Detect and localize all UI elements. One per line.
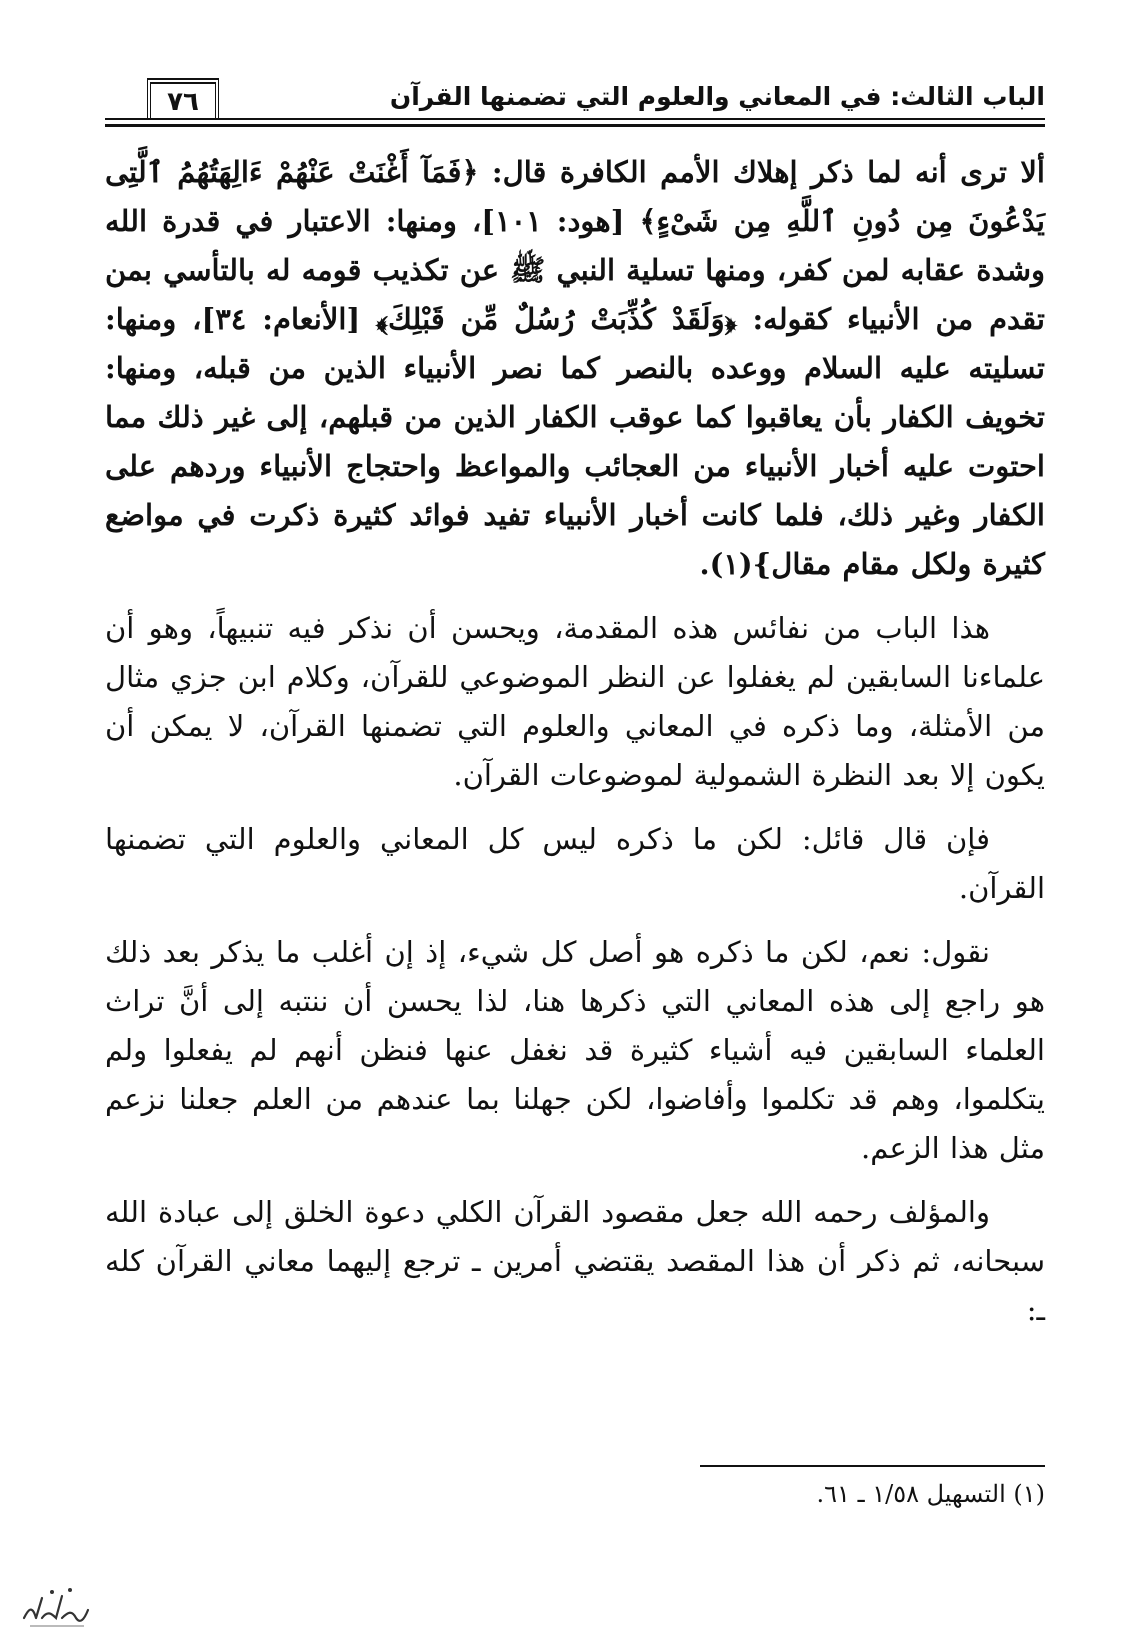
header-rule-bottom <box>105 124 1045 127</box>
page-number: ٧٦ <box>147 78 219 118</box>
body-paragraph-2: فإن قال قائل: لكن ما ذكره ليس كل المعاني والعلوم التي تضمنها القرآن. <box>105 822 1045 905</box>
page-header <box>105 78 1045 138</box>
footnote: (١) التسهيل ١/٥٨ ـ ٦١. <box>816 1480 1045 1508</box>
body-paragraph-3: نقول: نعم، لكن ما ذكره هو أصل كل شيء، إذ إن أغلب ما يذكر بعد ذلك هو راجع إلى هذه المعاني التي ذكرها هنا، لذا يحسن أن ننتبه إلى أنَّ تراث العلماء السابقين فيه أشياء كثيرة قد نغفل عنها فنظن أنهم لم يفعلوا ولم يتكلموا، وهم قد تكلموا وأفاضوا، لكن جهلنا بما عندهم من العلم جعلنا نزعم مثل هذا الزعم. <box>105 935 1045 1165</box>
page-body <box>105 148 1045 1335</box>
quoted-paragraph: ألا ترى أنه لما ذكر إهلاك الأمم الكافرة قال: ﴿فَمَآ أَغْنَتْ عَنْهُمْ ءَالِهَتُهُمُ ٱلَّتِى يَدْعُونَ مِن دُونِ ٱللَّهِ مِن شَىْءٍ﴾ [هود: ١٠١]، ومنها: الاعتبار في قدرة الله وشدة عقابه لمن كفر، ومنها تسلية النبي ﷺ عن تكذيب قومه له بالتأسي بمن تقدم من الأنبياء كقوله: ﴿وَلَقَدْ كُذِّبَتْ رُسُلٌ مِّن قَبْلِكَ﴾ [الأنعام: ٣٤]، ومنها: تسليته عليه السلام ووعده بالنصر كما نصر الأنبياء الذين من قبله، ومنها: تخويف الكفار بأن يعاقبوا كما عوقب الكفار الذين من قبلهم، إلى غير ذلك مما احتوت عليه أخبار الأنبياء من العجائب والمواعظ واحتجاج الأنبياء وردهم على الكفار وغير ذلك، فلما كانت أخبار الأنبياء تفيد فوائد كثيرة ذكرت في مواضع كثيرة ولكل مقام مقال}(١). <box>105 155 1045 581</box>
footnote-separator <box>700 1465 1045 1467</box>
body-paragraph-4: والمؤلف رحمه الله جعل مقصود القرآن الكلي دعوة الخلق إلى عبادة الله سبحانه، ثم ذكر أن هذا المقصد يقتضي أمرين ـ ترجع إليهما معاني القرآن كله ـ: <box>105 1195 1045 1327</box>
watermark-logo <box>18 1580 96 1630</box>
header-rule-top <box>105 118 1045 120</box>
body-paragraph-1: هذا الباب من نفائس هذه المقدمة، ويحسن أن نذكر فيه تنبيهاً، وهو أن علماءنا السابقين لم يغفلوا عن النظر الموضوعي للقرآن، وكلام ابن جزي مثال من الأمثلة، وما ذكره في المعاني والعلوم التي تضمنها القرآن، لا يمكن أن يكون إلا بعد النظرة الشمولية لموضوعات القرآن. <box>105 611 1045 792</box>
chapter-title: الباب الثالث: في المعاني والعلوم التي تضمنها القرآن <box>389 82 1045 111</box>
